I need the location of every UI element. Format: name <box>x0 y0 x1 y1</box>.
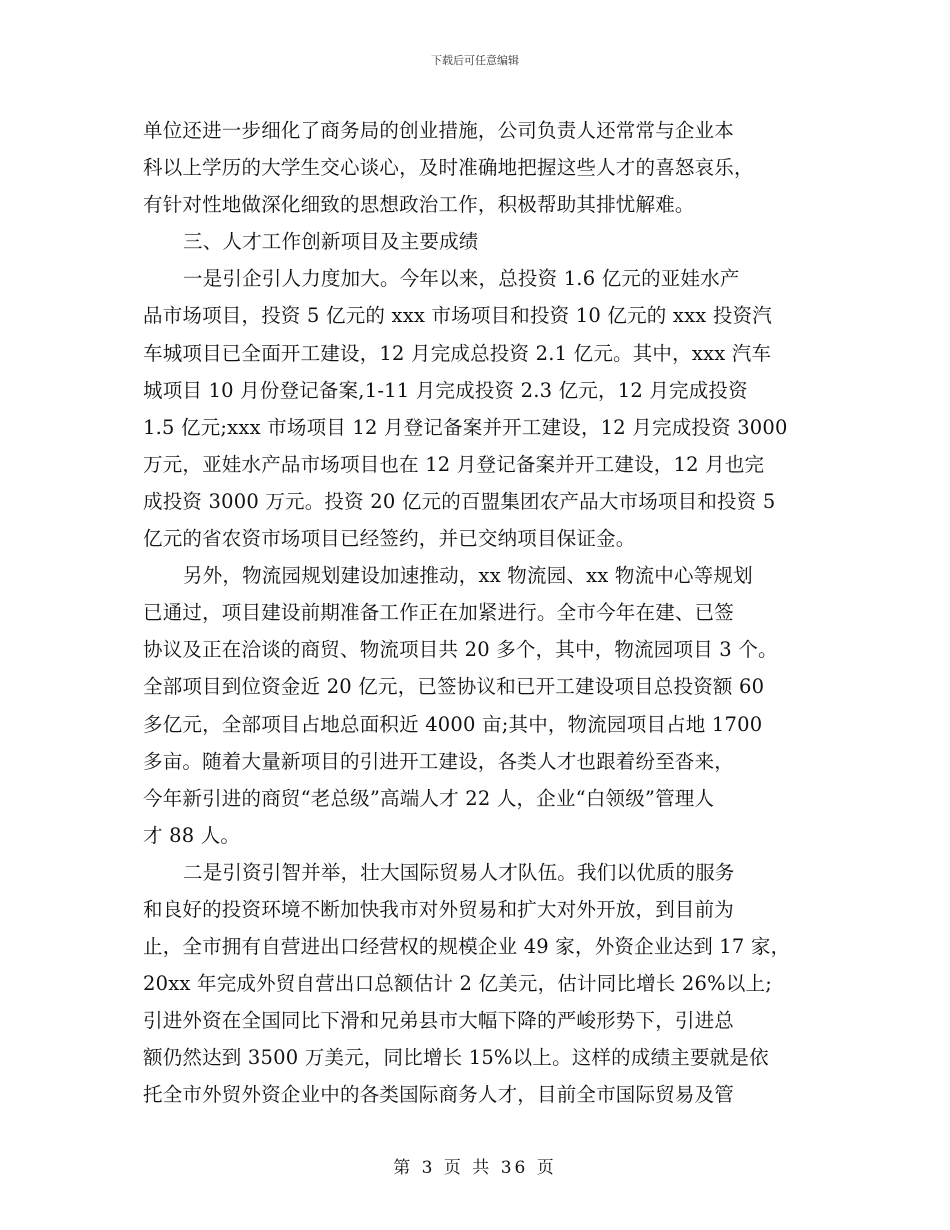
text-line: 多亿元，全部项目占地总面积近 4000 亩;其中，物流园项目占地 1700 <box>143 712 763 736</box>
text-line: 额仍然达到 3500 万美元，同比增长 15%以上。这样的成绩主要就是依 <box>143 1046 769 1070</box>
text-line: 引进外资在全国同比下滑和兄弟县市大幅下降的严峻形势下，引进总 <box>143 1009 735 1033</box>
text-line: 全部项目到位资金近 20 亿元，已签协议和已开工建设项目总投资额 60 <box>143 675 765 699</box>
text-line: 才 88 人。 <box>143 823 241 847</box>
paragraph-first-line: 三、人才工作创新项目及主要成绩 <box>183 230 479 254</box>
text-line: 有针对性地做深化细致的思想政治工作，积极帮助其排忧解难。 <box>143 193 695 217</box>
paragraph-first-line: 另外，物流园规划建设加速推动，xx 物流园、xx 物流中心等规划 <box>183 564 753 588</box>
text-line: 品市场项目，投资 5 亿元的 xxx 市场项目和投资 10 亿元的 xxx 投资汽 <box>143 304 772 328</box>
text-line: 成投资 3000 万元。投资 20 亿元的百盟集团农产品大市场项目和投资 5 <box>143 489 776 513</box>
text-line: 亿元的省农资市场项目已经签约，并已交纳项目保证金。 <box>143 527 636 551</box>
text-line: 和良好的投资环境不断加快我市对外贸易和扩大对外开放，到目前为 <box>143 897 735 921</box>
text-line: 已通过，项目建设前期准备工作正在加紧进行。全市今年在建、已签 <box>143 601 735 625</box>
text-line: 多亩。随着大量新项目的引进开工建设，各类人才也跟着纷至沓来， <box>143 749 735 773</box>
text-line: 1.5 亿元;xxx 市场项目 12 月登记备案并开工建设，12 月完成投资 3000 <box>143 415 788 439</box>
text-line: 万元，亚娃水产品市场项目也在 12 月登记备案并开工建设，12 月也完 <box>143 452 765 476</box>
page-number-footer: 第 3 页 共 36 页 <box>393 1158 557 1178</box>
paragraph-first-line: 一是引企引人力度加大。今年以来，总投资 1.6 亿元的亚娃水产 <box>183 267 740 291</box>
text-line: 协议及正在洽谈的商贸、物流项目共 20 多个，其中，物流园项目 3 个。 <box>143 638 778 662</box>
text-line: 科以上学历的大学生交心谈心，及时准确地把握这些人才的喜怒哀乐， <box>143 156 754 180</box>
text-line: 今年新引进的商贸“老总级”高端人才 22 人，企业“白领级”管理人 <box>143 786 715 810</box>
text-line: 20xx 年完成外贸自营出口总额估计 2 亿美元，估计同比增长 26%以上; <box>143 972 773 996</box>
text-line: 车城项目已全面开工建设，12 月完成总投资 2.1 亿元。其中，xxx 汽车 <box>143 341 772 365</box>
text-line: 单位还进一步细化了商务局的创业措施，公司负责人还常常与企业本 <box>143 119 735 142</box>
page-header-note: 下载后可任意编辑 <box>431 54 519 67</box>
paragraph-first-line: 二是引资引智并举，壮大国际贸易人才队伍。我们以优质的服务 <box>183 860 735 884</box>
text-line: 城项目 10 月份登记备案,1-11 月完成投资 2.3 亿元，12 月完成投资 <box>143 378 748 402</box>
text-line: 托全市外贸外资企业中的各类国际商务人才，目前全市国际贸易及管 <box>143 1083 735 1107</box>
document-body <box>143 112 823 1114</box>
text-line: 止，全市拥有自营进出口经营权的规模企业 49 家，外资企业达到 17 家， <box>143 935 791 959</box>
